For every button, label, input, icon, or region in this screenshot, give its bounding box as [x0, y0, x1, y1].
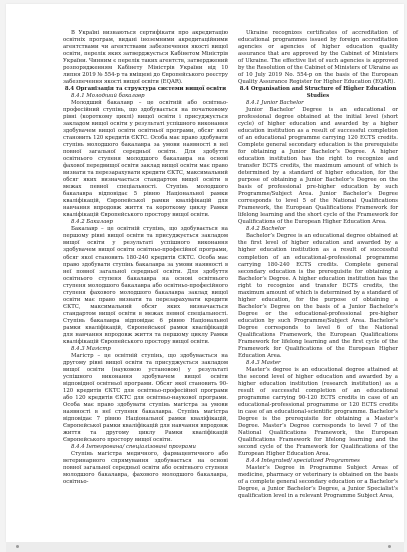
- paragraph: Junior Bachelor’ Degree is an educational or professional degree obtained at the initial level (short cycle) of higher education and awarded by a higher education institution as a result of successful completion of an educational programme carrying 120 ECTS credits. Complete general secondary education is the prerequisite for obtaining a Junior Bachelor’s Degree. A higher education institution has the right to recognize and transfer ECTS credits, the maximum amount of which is determined by a standard of higher education, for the purpose of obtaining a Junior Bachelor’s Degree on the basis of professional pre-higher education by such Programme/Subject Area. Junior Bachelor’s Degree corresponds to level 5 of the National Qualifications Framework, the European Qualifications Framework for lifelong learning and the short cycle of the Framework for Qualifications of the European Higher Education Area.: [238, 107, 398, 226]
- paragraph: Master’s degree is an educational degree attained at the second level of higher education and awarded by a higher education institution (research institution) as a result of successful completion of an educational programme carrying 90-120 ECTS credits in case of an educational-professional programme or 120 ECTS credits in case of an educational-scientific programme. Bachelor’s Degree is the prerequisite for obtaining a Master’s Degree. Master’s Degree corresponds to level 7 of the National Qualifications Framework, the European Qualifications Framework for lifelong learning and the second cycle of the Framework for Qualifications of the European Higher Education Area.: [238, 366, 398, 457]
- footer-dot: [16, 545, 19, 548]
- subsection-heading: 8.4.3 Master: [246, 359, 281, 366]
- english-column: [238, 30, 398, 500]
- paragraph: Ukraine recognizes certificates of accreditation of educational programmes issued by foreign accreditation agencies or agencies of higher education quality assurance that are approved by the Cabinet of Ministers of Ukraine. The effective list of such agencies is approved by the Resolution of the Cabinet of Ministers of Ukraine as of 10 July 2019 No. 554-p on the basis of the European Quality Assurance Register for Higher Education (EQAR).: [238, 30, 398, 86]
- paragraph: Молодший бакалавр – це освітній або освітньо-професійний ступінь, що здобувається на початковому рівні (короткому циклі) вищої освіти і присуджується закладом вищої освіти у результаті успішного виконання здобувачем вищої освіти освітньої програми, обсяг якої становить 120 кредитів ЄКТС. Особа має право здобувати ступінь молодшого бакалавра за умови наявності в неї повної загальної середньої освіти. Для здобуття освітнього ступеня молодшого бакалавра на основі фахової передвищої освіти заклад вищої освіти має право визнати та перезарахувати кредити ЄКТС, максимальний обсяг яких визначається стандартом вищої освіти в межах певної спеціальності. Ступінь молодшого бакалавра відповідає 5 рівню Національної рамки кваліфікацій, Європейської рамки кваліфікацій для навчання впродовж життя та короткому циклу Рамки кваліфікацій Європейського простору вищої освіти.: [63, 100, 228, 219]
- document-page: [6, 4, 404, 542]
- section-heading: 8.4 Організація та структура системи вищої освіти: [64, 86, 227, 93]
- section-heading: 8.4 Organisation and Structure of Higher Education Studies: [239, 86, 397, 100]
- subsection-heading: 8.4.1 Junior Bachelor: [246, 100, 304, 107]
- subsection-heading: 8.4.4 Інтегрована/ спеціалізовані програми: [71, 443, 196, 450]
- subsection-heading: 8.4.1 Молодший бакалавр: [71, 93, 145, 100]
- paragraph: Ступінь магістра медичного, фармацевтичного або ветеринарного спрямування здобувається на основі повної загальної середньої освіти або освітнього ступеня молодшого бакалавра, фахового молодшого бакалавра, освітньо-: [63, 450, 228, 485]
- subsection-heading: 8.4.2 Бакалавр: [71, 219, 113, 226]
- subsection-heading: 8.4.4 Integrated/ specialized Programmes: [246, 457, 360, 464]
- paragraph: Bachelor’s Degree is an educational degree obtained at the first level of higher education and awarded by a higher education institution as a result of successful completion of an educational-professional programme carrying 180-240 ECTS credits. Complete general secondary education is the prerequisite for obtaining a Bachelor’s Degree. A higher education institution has the right to recognize and transfer ECTS credits, the maximum amount of which is determined by a standard of higher education, for the purpose of obtaining a Bachelor’s Degree on the basis of a Junior Bachelor’s Degree or the educational-professional pre-higher education by such Programme/Subject Area. Bachelor’s Degree corresponds to level 6 of the National Qualifications Framework, the European Qualifications Framework for lifelong learning and the first cycle of the Framework for Qualifications of the European Higher Education Area.: [238, 233, 398, 359]
- paragraph: Магістр – це освітній ступінь, що здобувається на другому рівні вищої освіти та присуджується закладом вищої освіти (науковою установою) у результаті успішного виконання здобувачем вищої освіти відповідної освітньої програми. Обсяг якої становить 90-120 кредитів ЄКТС для освітньо-професійної програми або 120 кредитів ЄКТС для освітньо-наукової програми. Особа має право здобувати ступінь магістра за умови наявності в неї ступеня бакалавра. Ступінь магістра відповідає 7 рівню Національної рамки кваліфікацій, Європейської рамки кваліфікацій для навчання впродовж життя та другому циклу Рамки кваліфікацій Європейського простору вищої освіти.: [63, 352, 228, 443]
- subsection-heading: 8.4.2 Bachelor: [246, 226, 286, 233]
- subsection-heading: 8.4.3 Магістр: [71, 345, 111, 352]
- ukrainian-column: [63, 30, 228, 486]
- footer-dot: [388, 545, 391, 548]
- paragraph: В Україні визнаються сертифікати про акредитацію освітніх програм, видані іноземними акредитаційними агентствами чи агентствами забезпечення якості вищої освіти, перелік яких затверджується Кабінетом Міністрів України. Чинним є перелік таких агентств, затверджений розпорядженням Кабінету Міністрів України від 10 липня 2019 № 554-р та вміщені до Європейського реєстру забезпечення якості вищої освіти (EQAR).: [63, 30, 228, 86]
- paragraph: Бакалавр – це освітній ступінь, що здобувається на першому рівні вищої освіти та присуджується закладом вищої освіти у результаті успішного виконання здобувачем вищої освіти освітньо-професійної програми, обсяг якої становить 180-240 кредитів ЄКТС. Особа має право здобувати ступінь бакалавра за умови наявності в неї повної загальної середньої освіти. Для здобуття освітнього ступеня бакалавра на основі освітнього ступеня молодшого бакалавра або освітньо-професійного ступеня фахового молодшого бакалавра заклад вищої освіти має право визнати та перезарахувати кредити ЄКТС, максимальний обсяг яких визначається стандартом вищої освіти в межах певної спеціальності. Ступінь бакалавра відповідає 6 рівню Національної рамки кваліфікацій, Європейської рамки кваліфікацій для навчання впродовж життя та першому циклу Рамки кваліфікацій Європейського простору вищої освіти.: [63, 226, 228, 345]
- paragraph: Master’s Degree in Programme Subject Areas of medicine, pharmacy or veterinary is obtained on the basis of a complete general secondary education or a Bachelor’s Degree, a Junior Bachelor’s Degree, a Junior Specialist’s qualification level in a relevant Programme Subject Area,: [238, 464, 398, 500]
- footer-bar: [6, 542, 404, 552]
